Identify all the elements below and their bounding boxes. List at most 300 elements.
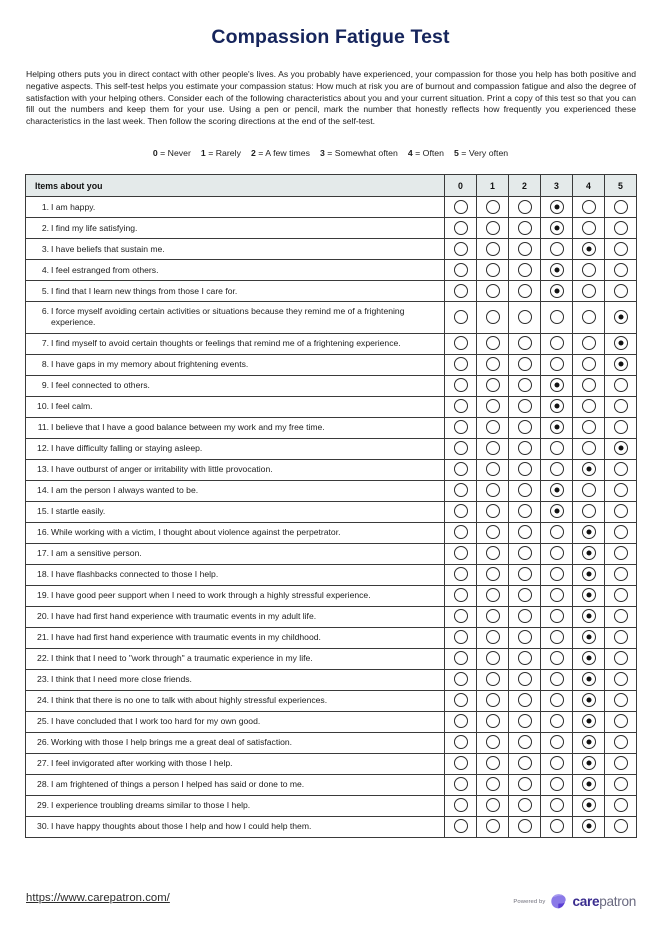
radio-button[interactable] bbox=[582, 336, 596, 350]
radio-button-selected[interactable] bbox=[614, 336, 628, 350]
survey-option-cell-3[interactable] bbox=[541, 302, 573, 333]
survey-option-cell-5[interactable] bbox=[605, 627, 637, 648]
survey-option-cell-3[interactable] bbox=[541, 218, 573, 239]
radio-button[interactable] bbox=[582, 399, 596, 413]
survey-option-cell-5[interactable] bbox=[605, 585, 637, 606]
radio-button[interactable] bbox=[550, 242, 564, 256]
radio-button-selected[interactable] bbox=[582, 819, 596, 833]
survey-option-cell-5[interactable] bbox=[605, 564, 637, 585]
survey-option-cell-4[interactable] bbox=[573, 627, 605, 648]
radio-button[interactable] bbox=[518, 756, 532, 770]
radio-button[interactable] bbox=[486, 693, 500, 707]
radio-button[interactable] bbox=[614, 263, 628, 277]
radio-button[interactable] bbox=[486, 263, 500, 277]
radio-button[interactable] bbox=[614, 504, 628, 518]
survey-option-cell-0[interactable] bbox=[445, 522, 477, 543]
survey-option-cell-2[interactable] bbox=[509, 281, 541, 302]
survey-option-cell-3[interactable] bbox=[541, 501, 573, 522]
radio-button[interactable] bbox=[486, 588, 500, 602]
radio-button[interactable] bbox=[454, 336, 468, 350]
survey-option-cell-5[interactable] bbox=[605, 732, 637, 753]
survey-option-cell-1[interactable] bbox=[477, 753, 509, 774]
radio-button[interactable] bbox=[518, 714, 532, 728]
survey-option-cell-4[interactable] bbox=[573, 690, 605, 711]
survey-option-cell-0[interactable] bbox=[445, 197, 477, 218]
survey-option-cell-5[interactable] bbox=[605, 218, 637, 239]
radio-button[interactable] bbox=[518, 399, 532, 413]
survey-option-cell-2[interactable] bbox=[509, 543, 541, 564]
radio-button-selected[interactable] bbox=[582, 546, 596, 560]
radio-button[interactable] bbox=[550, 651, 564, 665]
survey-option-cell-4[interactable] bbox=[573, 606, 605, 627]
radio-button[interactable] bbox=[582, 420, 596, 434]
survey-option-cell-3[interactable] bbox=[541, 396, 573, 417]
survey-option-cell-1[interactable] bbox=[477, 774, 509, 795]
survey-option-cell-5[interactable] bbox=[605, 501, 637, 522]
radio-button[interactable] bbox=[518, 588, 532, 602]
survey-option-cell-3[interactable] bbox=[541, 732, 573, 753]
survey-option-cell-3[interactable] bbox=[541, 522, 573, 543]
survey-option-cell-0[interactable] bbox=[445, 732, 477, 753]
survey-option-cell-1[interactable] bbox=[477, 438, 509, 459]
radio-button-selected[interactable] bbox=[550, 200, 564, 214]
radio-button[interactable] bbox=[454, 483, 468, 497]
survey-option-cell-1[interactable] bbox=[477, 606, 509, 627]
radio-button[interactable] bbox=[454, 672, 468, 686]
radio-button[interactable] bbox=[550, 546, 564, 560]
survey-option-cell-1[interactable] bbox=[477, 239, 509, 260]
radio-button[interactable] bbox=[518, 242, 532, 256]
radio-button-selected[interactable] bbox=[614, 441, 628, 455]
radio-button[interactable] bbox=[454, 284, 468, 298]
radio-button[interactable] bbox=[614, 714, 628, 728]
radio-button[interactable] bbox=[614, 546, 628, 560]
survey-option-cell-4[interactable] bbox=[573, 501, 605, 522]
survey-option-cell-1[interactable] bbox=[477, 711, 509, 732]
radio-button[interactable] bbox=[614, 672, 628, 686]
radio-button[interactable] bbox=[486, 525, 500, 539]
radio-button[interactable] bbox=[486, 441, 500, 455]
survey-option-cell-1[interactable] bbox=[477, 585, 509, 606]
radio-button[interactable] bbox=[518, 546, 532, 560]
survey-option-cell-0[interactable] bbox=[445, 354, 477, 375]
radio-button[interactable] bbox=[454, 462, 468, 476]
radio-button[interactable] bbox=[614, 200, 628, 214]
survey-option-cell-2[interactable] bbox=[509, 753, 541, 774]
survey-option-cell-2[interactable] bbox=[509, 302, 541, 333]
survey-option-cell-1[interactable] bbox=[477, 459, 509, 480]
survey-option-cell-3[interactable] bbox=[541, 648, 573, 669]
radio-button[interactable] bbox=[550, 357, 564, 371]
radio-button[interactable] bbox=[518, 336, 532, 350]
survey-option-cell-4[interactable] bbox=[573, 522, 605, 543]
survey-option-cell-0[interactable] bbox=[445, 375, 477, 396]
survey-option-cell-2[interactable] bbox=[509, 396, 541, 417]
radio-button[interactable] bbox=[550, 567, 564, 581]
radio-button[interactable] bbox=[518, 798, 532, 812]
survey-option-cell-5[interactable] bbox=[605, 669, 637, 690]
survey-option-cell-2[interactable] bbox=[509, 417, 541, 438]
radio-button[interactable] bbox=[550, 735, 564, 749]
survey-option-cell-3[interactable] bbox=[541, 690, 573, 711]
survey-option-cell-3[interactable] bbox=[541, 711, 573, 732]
survey-option-cell-5[interactable] bbox=[605, 795, 637, 816]
radio-button[interactable] bbox=[486, 420, 500, 434]
survey-option-cell-1[interactable] bbox=[477, 795, 509, 816]
survey-option-cell-5[interactable] bbox=[605, 396, 637, 417]
survey-option-cell-0[interactable] bbox=[445, 480, 477, 501]
radio-button[interactable] bbox=[550, 630, 564, 644]
survey-option-cell-0[interactable] bbox=[445, 711, 477, 732]
radio-button[interactable] bbox=[518, 310, 532, 324]
survey-option-cell-1[interactable] bbox=[477, 260, 509, 281]
radio-button[interactable] bbox=[454, 735, 468, 749]
survey-option-cell-5[interactable] bbox=[605, 281, 637, 302]
radio-button[interactable] bbox=[582, 483, 596, 497]
radio-button[interactable] bbox=[550, 777, 564, 791]
survey-option-cell-4[interactable] bbox=[573, 260, 605, 281]
radio-button[interactable] bbox=[518, 221, 532, 235]
survey-option-cell-2[interactable] bbox=[509, 690, 541, 711]
survey-option-cell-3[interactable] bbox=[541, 260, 573, 281]
radio-button[interactable] bbox=[486, 777, 500, 791]
radio-button[interactable] bbox=[614, 819, 628, 833]
radio-button[interactable] bbox=[582, 378, 596, 392]
survey-option-cell-3[interactable] bbox=[541, 417, 573, 438]
radio-button-selected[interactable] bbox=[582, 756, 596, 770]
radio-button[interactable] bbox=[518, 462, 532, 476]
survey-option-cell-1[interactable] bbox=[477, 501, 509, 522]
radio-button[interactable] bbox=[518, 420, 532, 434]
survey-option-cell-0[interactable] bbox=[445, 302, 477, 333]
radio-button[interactable] bbox=[454, 777, 468, 791]
radio-button[interactable] bbox=[550, 672, 564, 686]
radio-button[interactable] bbox=[454, 378, 468, 392]
survey-option-cell-4[interactable] bbox=[573, 354, 605, 375]
survey-option-cell-3[interactable] bbox=[541, 239, 573, 260]
survey-option-cell-4[interactable] bbox=[573, 459, 605, 480]
survey-option-cell-5[interactable] bbox=[605, 333, 637, 354]
radio-button[interactable] bbox=[518, 483, 532, 497]
radio-button[interactable] bbox=[550, 441, 564, 455]
survey-option-cell-0[interactable] bbox=[445, 774, 477, 795]
survey-option-cell-2[interactable] bbox=[509, 627, 541, 648]
survey-option-cell-2[interactable] bbox=[509, 585, 541, 606]
radio-button[interactable] bbox=[518, 651, 532, 665]
survey-option-cell-2[interactable] bbox=[509, 501, 541, 522]
radio-button[interactable] bbox=[550, 609, 564, 623]
survey-option-cell-1[interactable] bbox=[477, 354, 509, 375]
survey-option-cell-3[interactable] bbox=[541, 564, 573, 585]
survey-option-cell-4[interactable] bbox=[573, 281, 605, 302]
radio-button[interactable] bbox=[614, 462, 628, 476]
survey-option-cell-5[interactable] bbox=[605, 260, 637, 281]
survey-option-cell-0[interactable] bbox=[445, 564, 477, 585]
radio-button[interactable] bbox=[614, 483, 628, 497]
radio-button[interactable] bbox=[582, 310, 596, 324]
radio-button[interactable] bbox=[486, 399, 500, 413]
radio-button[interactable] bbox=[518, 609, 532, 623]
survey-option-cell-4[interactable] bbox=[573, 795, 605, 816]
survey-option-cell-3[interactable] bbox=[541, 459, 573, 480]
survey-option-cell-5[interactable] bbox=[605, 711, 637, 732]
survey-option-cell-3[interactable] bbox=[541, 753, 573, 774]
radio-button-selected[interactable] bbox=[582, 777, 596, 791]
survey-option-cell-1[interactable] bbox=[477, 396, 509, 417]
survey-option-cell-2[interactable] bbox=[509, 375, 541, 396]
survey-option-cell-5[interactable] bbox=[605, 690, 637, 711]
radio-button[interactable] bbox=[486, 672, 500, 686]
radio-button[interactable] bbox=[582, 263, 596, 277]
radio-button[interactable] bbox=[518, 777, 532, 791]
radio-button-selected[interactable] bbox=[582, 735, 596, 749]
survey-option-cell-3[interactable] bbox=[541, 627, 573, 648]
radio-button[interactable] bbox=[518, 819, 532, 833]
radio-button-selected[interactable] bbox=[582, 693, 596, 707]
survey-option-cell-4[interactable] bbox=[573, 197, 605, 218]
radio-button[interactable] bbox=[582, 284, 596, 298]
radio-button[interactable] bbox=[454, 200, 468, 214]
survey-option-cell-0[interactable] bbox=[445, 606, 477, 627]
survey-option-cell-2[interactable] bbox=[509, 239, 541, 260]
radio-button[interactable] bbox=[550, 693, 564, 707]
survey-option-cell-1[interactable] bbox=[477, 197, 509, 218]
survey-option-cell-4[interactable] bbox=[573, 375, 605, 396]
radio-button[interactable] bbox=[518, 284, 532, 298]
radio-button[interactable] bbox=[454, 567, 468, 581]
survey-option-cell-3[interactable] bbox=[541, 438, 573, 459]
radio-button[interactable] bbox=[486, 200, 500, 214]
radio-button[interactable] bbox=[454, 310, 468, 324]
survey-option-cell-0[interactable] bbox=[445, 438, 477, 459]
survey-option-cell-5[interactable] bbox=[605, 522, 637, 543]
radio-button-selected[interactable] bbox=[550, 504, 564, 518]
survey-option-cell-2[interactable] bbox=[509, 648, 541, 669]
radio-button[interactable] bbox=[518, 567, 532, 581]
radio-button[interactable] bbox=[550, 819, 564, 833]
radio-button[interactable] bbox=[486, 357, 500, 371]
radio-button[interactable] bbox=[550, 798, 564, 812]
radio-button[interactable] bbox=[454, 588, 468, 602]
radio-button[interactable] bbox=[518, 263, 532, 277]
radio-button[interactable] bbox=[614, 588, 628, 602]
survey-option-cell-2[interactable] bbox=[509, 522, 541, 543]
website-link[interactable]: https://www.carepatron.com/ bbox=[26, 892, 170, 904]
survey-option-cell-3[interactable] bbox=[541, 795, 573, 816]
survey-option-cell-4[interactable] bbox=[573, 648, 605, 669]
radio-button-selected[interactable] bbox=[550, 263, 564, 277]
radio-button[interactable] bbox=[518, 378, 532, 392]
survey-option-cell-5[interactable] bbox=[605, 417, 637, 438]
survey-option-cell-1[interactable] bbox=[477, 648, 509, 669]
survey-option-cell-5[interactable] bbox=[605, 197, 637, 218]
survey-option-cell-1[interactable] bbox=[477, 816, 509, 837]
survey-option-cell-4[interactable] bbox=[573, 711, 605, 732]
radio-button[interactable] bbox=[518, 735, 532, 749]
survey-option-cell-3[interactable] bbox=[541, 816, 573, 837]
survey-option-cell-0[interactable] bbox=[445, 281, 477, 302]
survey-option-cell-4[interactable] bbox=[573, 480, 605, 501]
radio-button[interactable] bbox=[486, 284, 500, 298]
radio-button[interactable] bbox=[518, 525, 532, 539]
survey-option-cell-0[interactable] bbox=[445, 459, 477, 480]
radio-button[interactable] bbox=[486, 798, 500, 812]
radio-button[interactable] bbox=[614, 284, 628, 298]
survey-option-cell-1[interactable] bbox=[477, 333, 509, 354]
radio-button-selected[interactable] bbox=[614, 357, 628, 371]
survey-option-cell-0[interactable] bbox=[445, 816, 477, 837]
survey-option-cell-3[interactable] bbox=[541, 774, 573, 795]
survey-option-cell-2[interactable] bbox=[509, 197, 541, 218]
survey-option-cell-3[interactable] bbox=[541, 281, 573, 302]
survey-option-cell-5[interactable] bbox=[605, 354, 637, 375]
radio-button[interactable] bbox=[614, 221, 628, 235]
survey-option-cell-5[interactable] bbox=[605, 302, 637, 333]
survey-option-cell-2[interactable] bbox=[509, 606, 541, 627]
survey-option-cell-2[interactable] bbox=[509, 218, 541, 239]
survey-option-cell-1[interactable] bbox=[477, 417, 509, 438]
radio-button[interactable] bbox=[486, 630, 500, 644]
radio-button[interactable] bbox=[454, 399, 468, 413]
survey-option-cell-0[interactable] bbox=[445, 690, 477, 711]
survey-option-cell-2[interactable] bbox=[509, 260, 541, 281]
survey-option-cell-0[interactable] bbox=[445, 648, 477, 669]
radio-button[interactable] bbox=[614, 630, 628, 644]
survey-option-cell-3[interactable] bbox=[541, 354, 573, 375]
radio-button[interactable] bbox=[454, 651, 468, 665]
radio-button[interactable] bbox=[454, 441, 468, 455]
radio-button[interactable] bbox=[486, 735, 500, 749]
survey-option-cell-0[interactable] bbox=[445, 585, 477, 606]
radio-button[interactable] bbox=[582, 357, 596, 371]
radio-button[interactable] bbox=[550, 756, 564, 770]
survey-option-cell-5[interactable] bbox=[605, 606, 637, 627]
radio-button-selected[interactable] bbox=[550, 378, 564, 392]
survey-option-cell-0[interactable] bbox=[445, 396, 477, 417]
radio-button-selected[interactable] bbox=[582, 651, 596, 665]
survey-option-cell-3[interactable] bbox=[541, 375, 573, 396]
radio-button[interactable] bbox=[518, 504, 532, 518]
radio-button[interactable] bbox=[454, 357, 468, 371]
radio-button[interactable] bbox=[486, 462, 500, 476]
survey-option-cell-0[interactable] bbox=[445, 333, 477, 354]
survey-option-cell-2[interactable] bbox=[509, 564, 541, 585]
radio-button[interactable] bbox=[518, 200, 532, 214]
radio-button-selected[interactable] bbox=[582, 588, 596, 602]
survey-option-cell-3[interactable] bbox=[541, 333, 573, 354]
radio-button-selected[interactable] bbox=[582, 525, 596, 539]
radio-button[interactable] bbox=[614, 525, 628, 539]
radio-button[interactable] bbox=[486, 819, 500, 833]
survey-option-cell-0[interactable] bbox=[445, 753, 477, 774]
radio-button[interactable] bbox=[486, 609, 500, 623]
radio-button-selected[interactable] bbox=[550, 221, 564, 235]
radio-button[interactable] bbox=[582, 200, 596, 214]
radio-button-selected[interactable] bbox=[582, 242, 596, 256]
survey-option-cell-0[interactable] bbox=[445, 501, 477, 522]
radio-button[interactable] bbox=[582, 441, 596, 455]
radio-button[interactable] bbox=[486, 483, 500, 497]
survey-option-cell-2[interactable] bbox=[509, 795, 541, 816]
survey-option-cell-0[interactable] bbox=[445, 218, 477, 239]
survey-option-cell-3[interactable] bbox=[541, 669, 573, 690]
survey-option-cell-0[interactable] bbox=[445, 627, 477, 648]
survey-option-cell-1[interactable] bbox=[477, 690, 509, 711]
radio-button[interactable] bbox=[454, 420, 468, 434]
survey-option-cell-0[interactable] bbox=[445, 795, 477, 816]
radio-button[interactable] bbox=[454, 693, 468, 707]
survey-option-cell-4[interactable] bbox=[573, 732, 605, 753]
survey-option-cell-2[interactable] bbox=[509, 669, 541, 690]
radio-button-selected[interactable] bbox=[550, 284, 564, 298]
radio-button[interactable] bbox=[614, 735, 628, 749]
survey-option-cell-4[interactable] bbox=[573, 816, 605, 837]
radio-button[interactable] bbox=[454, 546, 468, 560]
radio-button[interactable] bbox=[454, 609, 468, 623]
radio-button[interactable] bbox=[582, 504, 596, 518]
survey-option-cell-1[interactable] bbox=[477, 564, 509, 585]
survey-option-cell-3[interactable] bbox=[541, 480, 573, 501]
radio-button[interactable] bbox=[454, 221, 468, 235]
survey-option-cell-1[interactable] bbox=[477, 732, 509, 753]
survey-option-cell-2[interactable] bbox=[509, 459, 541, 480]
survey-option-cell-5[interactable] bbox=[605, 774, 637, 795]
survey-option-cell-4[interactable] bbox=[573, 669, 605, 690]
radio-button[interactable] bbox=[454, 525, 468, 539]
survey-option-cell-4[interactable] bbox=[573, 333, 605, 354]
radio-button[interactable] bbox=[454, 714, 468, 728]
radio-button[interactable] bbox=[614, 798, 628, 812]
survey-option-cell-3[interactable] bbox=[541, 197, 573, 218]
radio-button[interactable] bbox=[454, 819, 468, 833]
radio-button[interactable] bbox=[550, 336, 564, 350]
radio-button[interactable] bbox=[486, 756, 500, 770]
radio-button[interactable] bbox=[454, 504, 468, 518]
survey-option-cell-5[interactable] bbox=[605, 543, 637, 564]
radio-button[interactable] bbox=[582, 221, 596, 235]
radio-button[interactable] bbox=[518, 441, 532, 455]
radio-button[interactable] bbox=[454, 798, 468, 812]
radio-button[interactable] bbox=[614, 378, 628, 392]
survey-option-cell-5[interactable] bbox=[605, 648, 637, 669]
radio-button[interactable] bbox=[454, 263, 468, 277]
survey-option-cell-3[interactable] bbox=[541, 585, 573, 606]
survey-option-cell-5[interactable] bbox=[605, 459, 637, 480]
survey-option-cell-4[interactable] bbox=[573, 218, 605, 239]
survey-option-cell-0[interactable] bbox=[445, 543, 477, 564]
radio-button[interactable] bbox=[486, 336, 500, 350]
radio-button[interactable] bbox=[550, 588, 564, 602]
radio-button[interactable] bbox=[614, 242, 628, 256]
radio-button[interactable] bbox=[614, 399, 628, 413]
survey-option-cell-1[interactable] bbox=[477, 218, 509, 239]
radio-button-selected[interactable] bbox=[582, 672, 596, 686]
radio-button-selected[interactable] bbox=[550, 399, 564, 413]
radio-button[interactable] bbox=[486, 504, 500, 518]
survey-option-cell-2[interactable] bbox=[509, 711, 541, 732]
radio-button[interactable] bbox=[614, 420, 628, 434]
radio-button[interactable] bbox=[550, 525, 564, 539]
radio-button[interactable] bbox=[454, 756, 468, 770]
survey-option-cell-4[interactable] bbox=[573, 438, 605, 459]
radio-button[interactable] bbox=[614, 693, 628, 707]
radio-button[interactable] bbox=[550, 714, 564, 728]
survey-option-cell-4[interactable] bbox=[573, 417, 605, 438]
survey-option-cell-4[interactable] bbox=[573, 302, 605, 333]
survey-option-cell-4[interactable] bbox=[573, 753, 605, 774]
radio-button[interactable] bbox=[486, 651, 500, 665]
survey-option-cell-0[interactable] bbox=[445, 669, 477, 690]
